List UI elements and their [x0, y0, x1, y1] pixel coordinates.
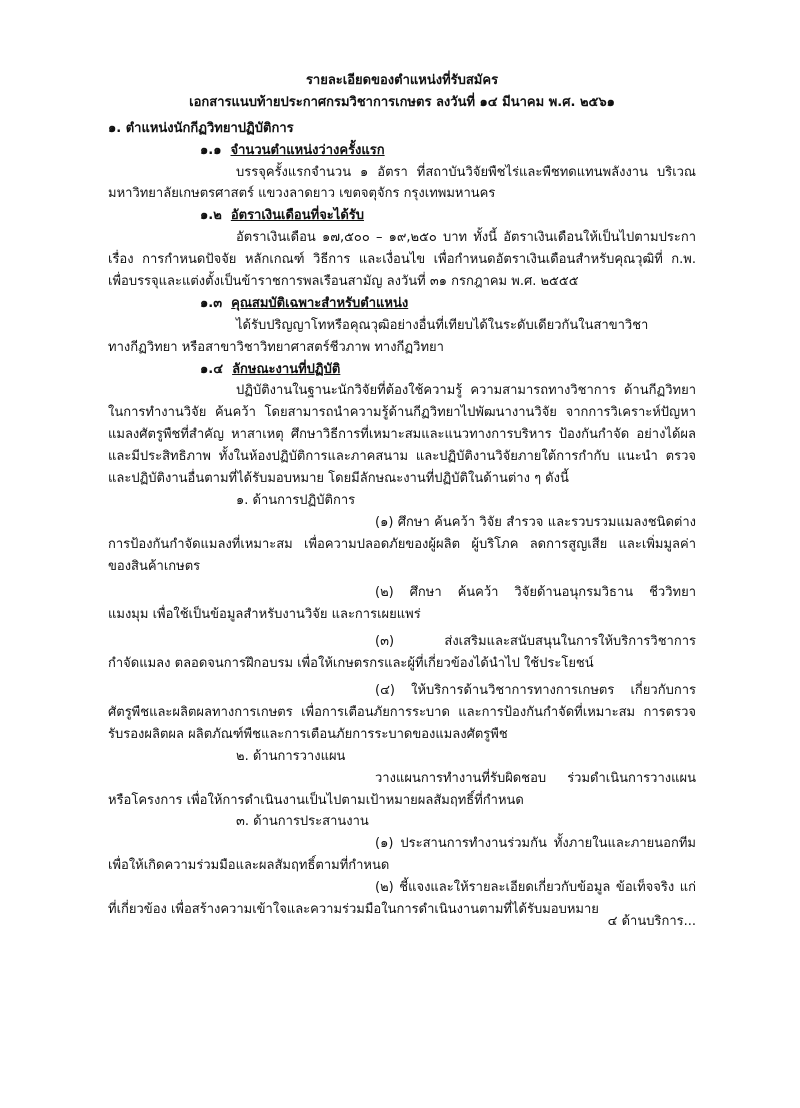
heading-number: ๑.๒: [200, 208, 222, 224]
heading-number: ๑.๓: [200, 295, 223, 311]
heading-1-3: [108, 293, 696, 315]
text-line: บรรจุครั้งแรกจำนวน ๑ อัตรา ที่สถาบันวิจัยพืชไร่และพืชทดแทนพลังงาน บริเวณ: [236, 164, 696, 180]
duty-area-title: ๑. ด้านการปฏิบัติการ: [236, 492, 356, 508]
duty-item: [108, 768, 696, 812]
heading-text: อัตราเงินเดือนที่จะได้รับ: [230, 208, 365, 224]
text-line: ในการทำงานวิจัย ค้นคว้า โดยสามารถนำความรู้ด้านกีฏวิทยาไปพัฒนางานวิจัย จากการวิเคราะห์ปัญหา: [108, 405, 696, 421]
text-line: และปฏิบัติงานอื่นตามที่ได้รับมอบหมาย โดยมีลักษณะงานที่ปฏิบัติในด้านต่าง ๆ ดังนี้: [108, 471, 569, 487]
heading-text: จำนวนตำแหน่งว่างครั้งแรก: [230, 142, 385, 158]
text-line: เพื่อบรรจุและแต่งตั้งเป็นข้าราชการพลเรือนสามัญ ลงวันที่ ๓๑ กรกฎาคม พ.ศ. ๒๕๕๕: [108, 274, 579, 290]
document-page: [108, 70, 696, 921]
text-line: แมงมุม เพื่อใช้เป็นข้อมูลสำหรับงานวิจัย และการเผยแพร่: [108, 607, 421, 623]
text-line: อัตราเงินเดือน ๑๗,๕๐๐ – ๑๙,๒๕๐ บาท ทั้งนี้ อัตราเงินเดือนให้เป็นไปตามประกา: [236, 230, 696, 246]
continued-note: ๔ ด้านบริการ...: [607, 914, 696, 929]
text-line: เรื่อง การกำหนดปัจจัย หลักเกณฑ์ วิธีการ และเงื่อนไข เพื่อกำหนดอัตราเงินเดือนสำหรับคุณวุฒิที่ ก.พ.: [108, 252, 696, 268]
heading-text: ลักษณะงานที่ปฏิบัติ: [232, 361, 341, 377]
text-line: รับรองผลิตผล ผลิตภัณฑ์พืชและการเตือนภัยการระบาดของแมลงศัตรูพืช: [108, 726, 508, 742]
text-line: (๓) ส่งเสริมและสนับสนุนในการให้บริการวิชาการ: [375, 634, 696, 650]
text-line: ปฏิบัติงานในฐานะนักวิจัยที่ต้องใช้ความรู้ ความสามารถทางวิชาการ ด้านกีฏวิทยา: [236, 383, 696, 399]
paragraph-1-1: [108, 162, 696, 206]
section-1-title: ๑. ตำแหน่งนักกีฏวิทยาปฏิบัติการ: [108, 120, 294, 136]
heading-number: ๑.๔: [200, 361, 224, 377]
text-line: ของสินค้าเกษตร: [108, 558, 201, 574]
text-line: เพื่อให้เกิดความร่วมมือและผลสัมฤทธิ์ตามที่กำหนด: [108, 858, 390, 874]
duty-area-title: ๓. ด้านการประสานงาน: [236, 814, 369, 830]
text-line: (๑) ศึกษา ค้นคว้า วิจัย สำรวจ และรวบรวมแมลงชนิดต่าง: [375, 514, 696, 530]
text-line: (๔) ให้บริการด้านวิชาการทางการเกษตร เกี่ยวกับการ: [375, 683, 696, 699]
duty-item: [108, 582, 696, 626]
text-line: (๒) ศึกษา ค้นคว้า วิจัยด้านอนุกรมวิธาน ชีววิทยา: [375, 585, 696, 601]
text-line: กำจัดแมลง ตลอดจนการฝึกอบรม เพื่อให้เกษตรกรและผู้ที่เกี่ยวข้องได้นำไป ใช้ประโยชน์: [108, 656, 594, 672]
paragraph-1-3: [108, 315, 696, 359]
duty-item: [108, 680, 696, 746]
heading-text: คุณสมบัติเฉพาะสำหรับตำแหน่ง: [231, 295, 409, 311]
heading-1-1: [108, 140, 696, 162]
text-line: ศัตรูพืชและผลิตผลทางการเกษตร เพื่อการเตือนภัยการระบาด และการป้องกันกำจัดที่เหมาะสม การตรวจ: [108, 704, 696, 720]
text-line: และมีประสิทธิภาพ ทั้งในห้องปฏิบัติการและภาคสนาม และปฏิบัติงานวิจัยภายใต้การกำกับ แนะนำ ตรวจ: [108, 449, 696, 465]
text-line: มหาวิทยาลัยเกษตรศาสตร์ แขวงลาดยาว เขตจตุจักร กรุงเทพมหานคร: [108, 186, 496, 202]
heading-1-4: [108, 359, 696, 381]
text-line: หรือโครงการ เพื่อให้การดำเนินงานเป็นไปตามเป้าหมายผลสัมฤทธิ์ที่กำหนด: [108, 792, 524, 808]
text-line: แมลงศัตรูพืชที่สำคัญ หาสาเหตุ ศึกษาวิธีการที่เหมาะสมและแนวทางการบริหาร ป้องกันกำจัด อย่างได้ผล: [108, 427, 696, 443]
duty-areas: [108, 490, 696, 921]
heading-number: ๑.๑: [200, 142, 222, 158]
text-line: ทางกีฏวิทยา หรือสาขาวิชาวิทยาศาสตร์ชีวภาพ ทางกีฏวิทยา: [108, 339, 444, 355]
duty-area-title: ๒. ด้านการวางแผน: [236, 748, 346, 764]
paragraph-1-2: [108, 227, 696, 293]
duty-item: [108, 631, 696, 675]
text-line: (๑) ประสานการทำงานร่วมกัน ทั้งภายในและภายนอกทีม: [375, 836, 696, 852]
duty-item: [108, 512, 696, 578]
document-subtitle: เอกสารแนบท้ายประกาศกรมวิชาการเกษตร ลงวันที่ ๑๔ มีนาคม พ.ศ. ๒๕๖๑: [189, 94, 615, 110]
paragraph-1-4: [108, 380, 696, 489]
text-line: การป้องกันกำจัดแมลงที่เหมาะสม เพื่อความปลอดภัยของผู้ผลิต ผู้บริโภค ลดการสูญเสีย และเพิ่มมูลค่า: [108, 536, 696, 552]
document-title: รายละเอียดของตำแหน่งที่รับสมัคร: [305, 73, 499, 88]
heading-1-2: [108, 205, 696, 227]
text-line: (๒) ชี้แจงและให้รายละเอียดเกี่ยวกับข้อมูล ข้อเท็จจริง แก่: [375, 880, 696, 896]
text-line: ได้รับปริญญาโทหรือคุณวุฒิอย่างอื่นที่เทียบได้ในระดับเดียวกันในสาขาวิชา: [236, 317, 649, 333]
duty-item: [108, 833, 696, 877]
text-line: ที่เกี่ยวข้อง เพื่อสร้างความเข้าใจและความร่วมมือในการดำเนินงานตามที่ได้รับมอบหมาย: [108, 901, 599, 917]
text-line: วางแผนการทำงานที่รับผิดชอบ ร่วมดำเนินการวางแผน: [375, 770, 696, 786]
